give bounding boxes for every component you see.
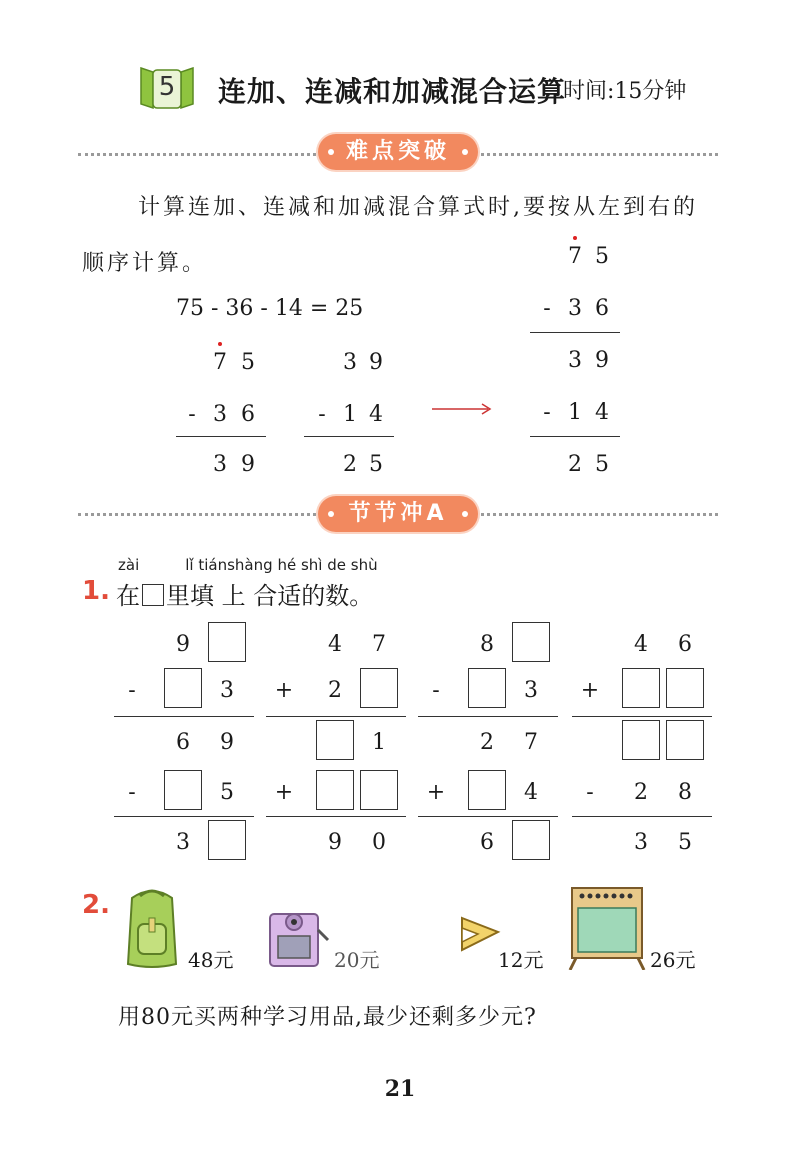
sum-line xyxy=(418,716,558,717)
operator: + xyxy=(274,678,294,703)
digit: 4 xyxy=(524,780,538,805)
sum-line xyxy=(114,816,254,817)
q2-number: 2. xyxy=(82,890,110,920)
digit: 7 xyxy=(524,730,538,755)
time-limit: 时间:15分钟 xyxy=(563,79,687,104)
arrow-right-icon xyxy=(430,402,494,416)
operator: - xyxy=(128,780,136,805)
digit: 1 xyxy=(372,730,386,755)
lesson-number: 5 xyxy=(158,72,176,102)
digit: 5 xyxy=(678,830,692,855)
answer-box[interactable] xyxy=(316,720,354,760)
ruler-icon xyxy=(458,914,502,954)
answer-box[interactable] xyxy=(164,770,202,810)
digit: 4 xyxy=(328,632,342,657)
answer-box[interactable] xyxy=(512,820,550,860)
abacus-icon xyxy=(566,884,648,970)
example-equation: 75 - 36 - 14 = 25 xyxy=(176,296,364,321)
page-number: 21 xyxy=(384,1076,416,1102)
digit: 2 xyxy=(634,780,648,805)
operator: + xyxy=(580,678,600,703)
answer-box[interactable] xyxy=(360,668,398,708)
digit: 6 xyxy=(678,632,692,657)
digit: 3 xyxy=(176,830,190,855)
sum-line xyxy=(418,816,558,817)
answer-box[interactable] xyxy=(164,668,202,708)
operator: - xyxy=(586,780,594,805)
answer-box[interactable] xyxy=(360,770,398,810)
explanation-line-1: 计算连加、连减和加减混合算式时,要按从左到右的 xyxy=(138,195,698,220)
explanation-line-2: 顺序计算。 xyxy=(82,251,208,276)
price-abacus: 26元 xyxy=(650,948,696,972)
sum-line xyxy=(114,716,254,717)
answer-box[interactable] xyxy=(316,770,354,810)
operator: + xyxy=(274,780,294,805)
answer-box[interactable] xyxy=(468,668,506,708)
answer-box[interactable] xyxy=(208,820,246,860)
digit: 6 xyxy=(480,830,494,855)
q1-instruction: 在 里填 上 合适的数。 xyxy=(116,582,374,610)
q1-number: 1. xyxy=(82,576,110,606)
q2-question: 用80元买两种学习用品,最少还剩多少元? xyxy=(118,1005,537,1030)
answer-box[interactable] xyxy=(512,622,550,662)
digit: 3 xyxy=(634,830,648,855)
answer-box[interactable] xyxy=(468,770,506,810)
sum-line xyxy=(572,716,712,717)
sum-line xyxy=(266,716,406,717)
digit: 6 xyxy=(176,730,190,755)
q1-pinyin-line: zài lǐ tiánshàng hé shì de shù xyxy=(118,556,378,574)
section-banner-difficulty: 难点突破 xyxy=(318,134,478,170)
operator: - xyxy=(128,678,136,703)
digit: 7 xyxy=(372,632,386,657)
carry-dot xyxy=(573,236,577,240)
digit: 8 xyxy=(480,632,494,657)
sum-line xyxy=(266,816,406,817)
answer-box[interactable] xyxy=(208,622,246,662)
page-title: 连加、连减和加减混合运算 xyxy=(218,75,567,108)
digit: 4 xyxy=(634,632,648,657)
section-banner-practice: 节节冲A xyxy=(318,496,478,532)
pencil-sharpener-icon xyxy=(262,900,332,970)
answer-box[interactable] xyxy=(622,720,660,760)
operator: + xyxy=(426,780,446,805)
answer-box[interactable] xyxy=(622,668,660,708)
price-backpack: 48元 xyxy=(188,948,234,972)
digit: 9 xyxy=(176,632,190,657)
carry-dot xyxy=(218,342,222,346)
price-sharpener: 20元 xyxy=(334,948,380,972)
operator: - xyxy=(432,678,440,703)
digit: 5 xyxy=(220,780,234,805)
digit: 0 xyxy=(372,830,386,855)
answer-box[interactable] xyxy=(666,668,704,708)
digit: 9 xyxy=(328,830,342,855)
digit: 2 xyxy=(328,678,342,703)
price-ruler: 12元 xyxy=(498,948,544,972)
digit: 8 xyxy=(678,780,692,805)
backpack-icon xyxy=(118,888,186,970)
sum-line xyxy=(572,816,712,817)
digit: 9 xyxy=(220,730,234,755)
digit: 3 xyxy=(220,678,234,703)
digit: 3 xyxy=(524,678,538,703)
digit: 2 xyxy=(480,730,494,755)
answer-box[interactable] xyxy=(666,720,704,760)
